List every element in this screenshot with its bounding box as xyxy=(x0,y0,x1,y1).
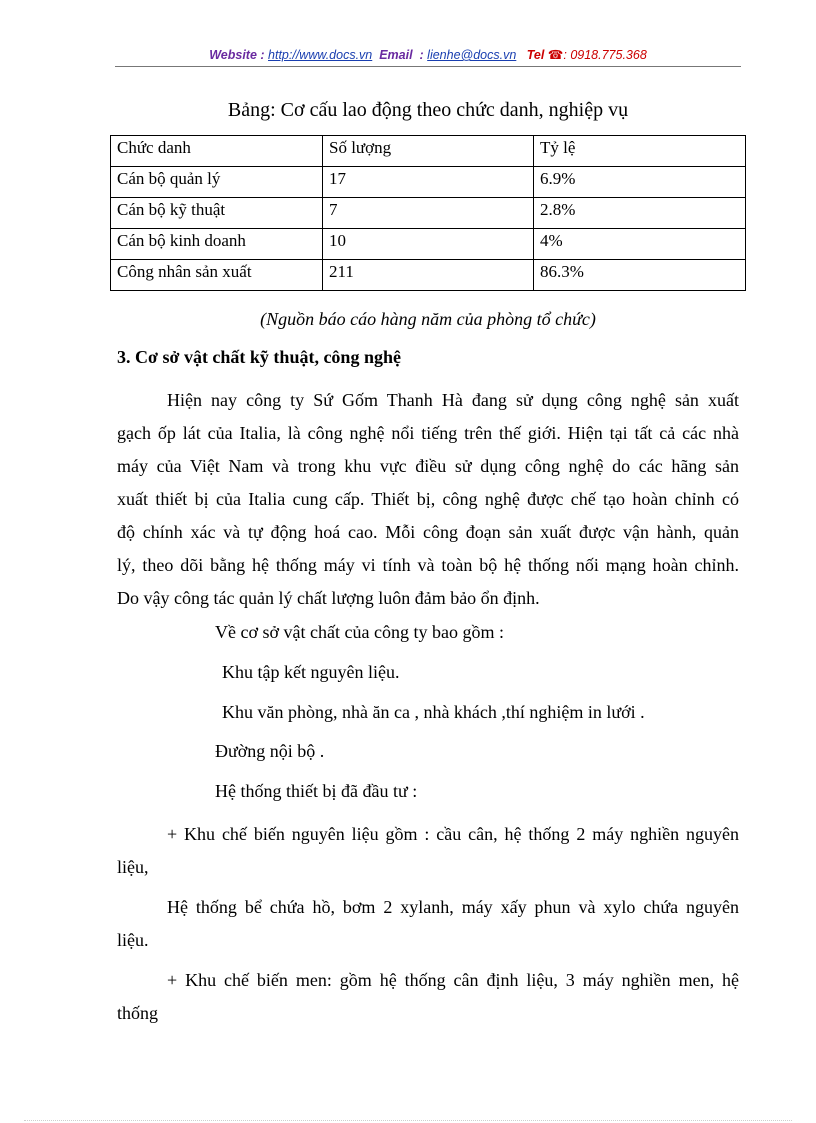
email-label: Email xyxy=(379,48,413,62)
table-cell: 4% xyxy=(534,229,746,260)
table-title: Bảng: Cơ cấu lao động theo chức danh, nghiệp vụ xyxy=(227,99,629,121)
table-cell: Công nhân sản xuất xyxy=(111,260,323,291)
table-header-row xyxy=(111,136,746,167)
table-cell: 10 xyxy=(323,229,534,260)
table-cell: 7 xyxy=(323,198,534,229)
footer-divider xyxy=(24,1120,792,1121)
table-cell: Cán bộ kinh doanh xyxy=(111,229,323,260)
table-row xyxy=(111,198,746,229)
paragraph-line: Hiện nay công ty Sứ Gốm Thanh Hà đang sử dụng công nghệ sản xuất xyxy=(167,390,739,410)
table-row xyxy=(111,167,746,198)
website-label: Website : xyxy=(209,48,265,62)
equipment-paragraph xyxy=(117,891,739,957)
equipment-paragraph xyxy=(117,818,739,884)
labor-structure-table xyxy=(110,135,746,291)
table-row xyxy=(111,229,746,260)
page-header xyxy=(115,47,741,62)
table-cell: 2.8% xyxy=(534,198,746,229)
paragraph-line: Hệ thống bể chứa hồ, bơm 2 xylanh, máy xấy phun và xylo chứa nguyên xyxy=(167,897,739,917)
paragraph-line: độ chính xác và tự động hoá cao. Mỗi công đoạn sản xuất được vận hành, quản xyxy=(117,522,739,542)
paragraph-line: xuất thiết bị của Italia cung cấp. Thiết bị, công nghệ được chế tạo hoàn chỉnh có xyxy=(117,489,739,509)
email-link[interactable]: lienhe@docs.vn xyxy=(427,48,517,62)
table-cell: Cán bộ kỹ thuật xyxy=(111,198,323,229)
column-header: Số lượng xyxy=(323,136,534,167)
paragraph-line: lý, theo dõi bằng hệ thống máy vi tính và toàn bộ hệ thống nối mạng hoàn chỉnh. xyxy=(117,555,739,575)
table-cell: 17 xyxy=(323,167,534,198)
facility-item: Hệ thống thiết bị đã đầu tư : xyxy=(215,781,418,801)
tel-label: Tel ☎ xyxy=(526,48,564,62)
table-cell: 211 xyxy=(323,260,534,291)
paragraph-line: liệu. xyxy=(117,930,149,950)
header-divider xyxy=(115,66,741,67)
paragraph-line: + Khu chế biến nguyên liệu gồm : cầu cân, hệ thống 2 máy nghiền nguyên xyxy=(167,824,739,844)
paragraph-line: gạch ốp lát của Italia, là công nghệ nổi tiếng trên thế giới. Hiện tại tất cả các nhà xyxy=(117,423,739,443)
website-link[interactable]: http://www.docs.vn xyxy=(268,48,373,62)
paragraph-line: Do vậy công tác quản lý chất lượng luôn đảm bảo ổn định. xyxy=(117,588,540,608)
column-header: Tỷ lệ xyxy=(534,136,746,167)
facilities-intro: Về cơ sở vật chất của công ty bao gồm : xyxy=(215,622,504,642)
email-separator: : xyxy=(419,48,424,62)
facility-item: Đường nội bộ . xyxy=(215,741,325,761)
facility-item: Khu tập kết nguyên liệu. xyxy=(222,662,400,682)
table-cell: Cán bộ quản lý xyxy=(111,167,323,198)
table-source-note: (Nguồn báo cáo hàng năm của phòng tổ chức) xyxy=(260,309,596,329)
phone-number: : 0918.775.368 xyxy=(563,48,647,62)
table-cell: 86.3% xyxy=(534,260,746,291)
intro-paragraph xyxy=(117,384,739,615)
facility-item: Khu văn phòng, nhà ăn ca , nhà khách ,thí nghiệm in lưới . xyxy=(222,702,645,722)
paragraph-line: máy của Việt Nam và trong khu vực điều sử dụng công nghệ do các hãng sản xyxy=(117,456,739,476)
section-heading: 3. Cơ sở vật chất kỹ thuật, công nghệ xyxy=(117,347,401,367)
paragraph-line: thống xyxy=(117,1003,159,1023)
table-row xyxy=(111,260,746,291)
column-header: Chức danh xyxy=(111,136,323,167)
paragraph-line: liệu, xyxy=(117,857,149,877)
paragraph-line: + Khu chế biến men: gồm hệ thống cân định liệu, 3 máy nghiền men, hệ xyxy=(167,970,739,990)
table-cell: 6.9% xyxy=(534,167,746,198)
equipment-paragraph xyxy=(117,964,739,1030)
